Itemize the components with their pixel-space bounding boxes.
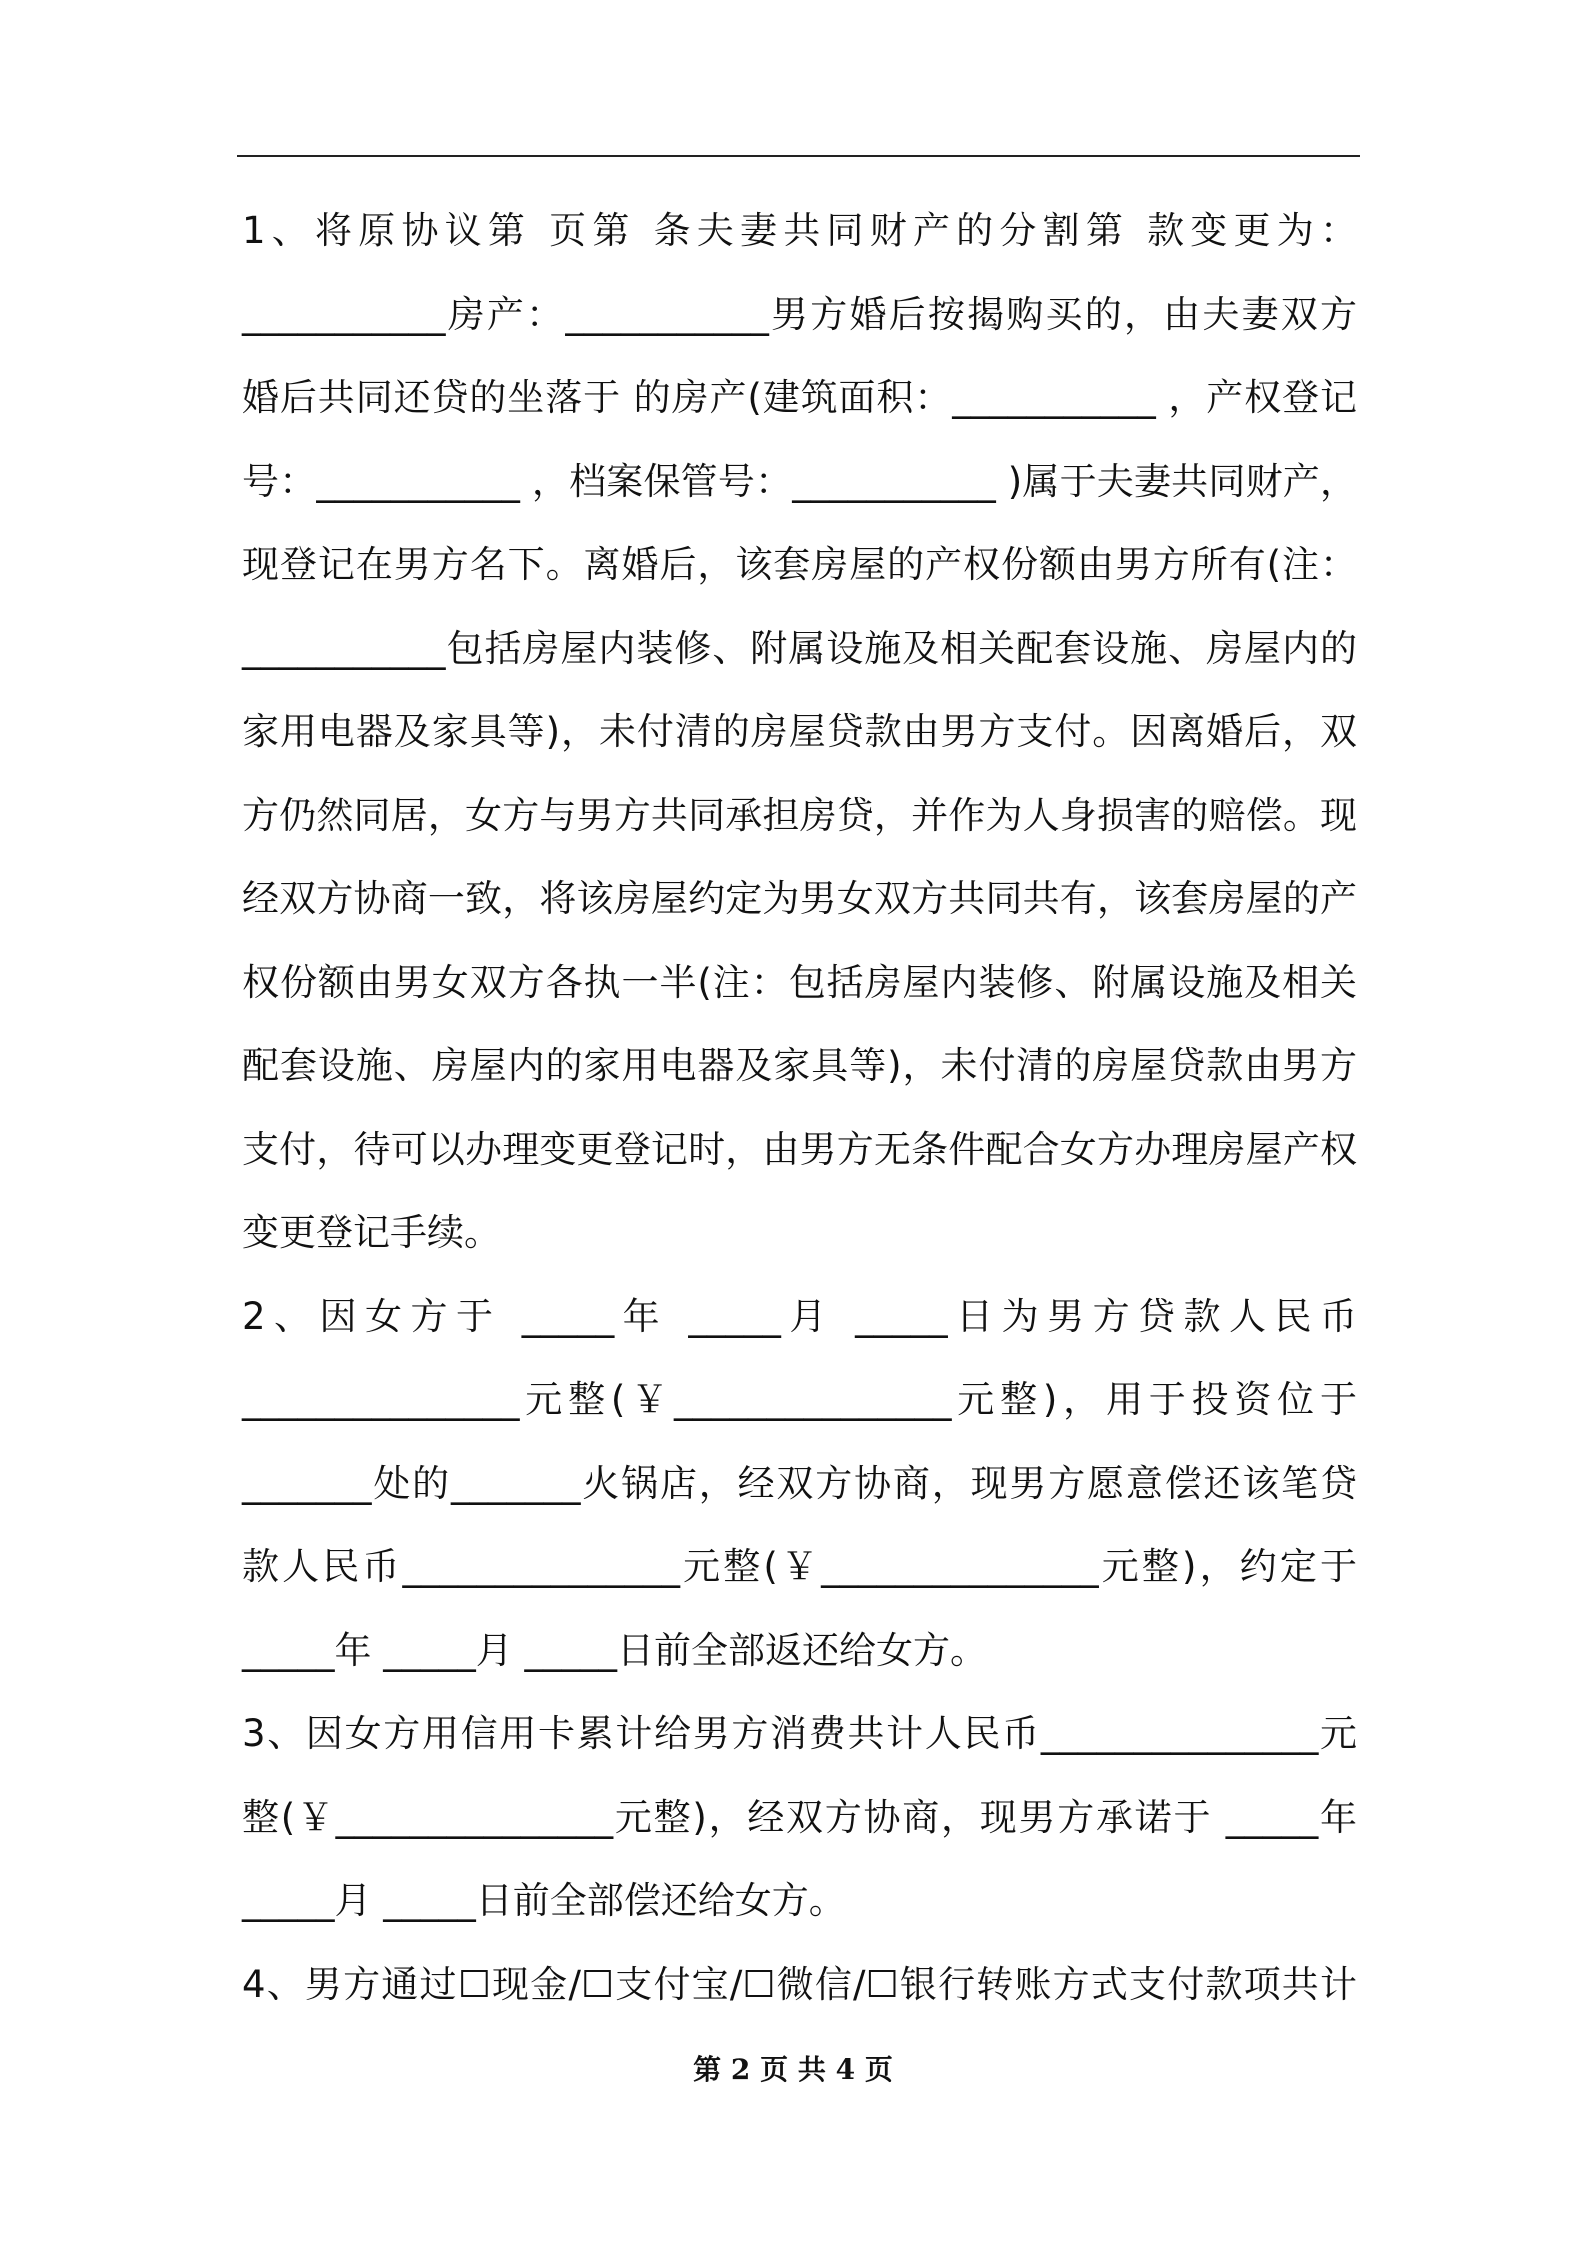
text-line-4: 号：___________ ，档案保管号：___________ )属于夫妻共同财产， [242, 460, 1357, 503]
text-line-16: _______处的_______火锅店，经双方协商，现男方愿意偿还该笔贷 [242, 1462, 1357, 1505]
text-line-3: 婚后共同还贷的坐落于 的房产(建筑面积：___________ ，产权登记 [242, 376, 1357, 419]
header-rule [237, 155, 1360, 157]
text-line-21: _____月 _____日前全部偿还给女方。 [242, 1879, 846, 1922]
text-line-2: ___________房产：___________男方婚后按揭购买的，由夫妻双方 [242, 293, 1357, 336]
text-line-1: 1、将原协议第 页第 条夫妻共同财产的分割第 款变更为： [242, 209, 1357, 252]
text-line-15: _______________元整(￥_______________元整)，用于投资位于 [242, 1378, 1357, 1421]
text-line-13: 变更登记手续。 [242, 1211, 501, 1254]
text-line-5: 现登记在男方名下。离婚后，该套房屋的产权份额由男方所有(注： [242, 543, 1357, 586]
text-line-14: 2、因女方于 _____年 _____月 _____日为男方贷款人民币 [242, 1295, 1357, 1338]
text-line-17: 款人民币_______________元整(￥_______________元整)，约定于 [242, 1545, 1357, 1588]
text-line-19: 3、因女方用信用卡累计给男方消费共计人民币_______________元 [242, 1712, 1357, 1755]
text-line-8: 方仍然同居，女方与男方共同承担房贷，并作为人身损害的赔偿。现 [242, 794, 1357, 837]
text-line-9: 经双方协商一致，将该房屋约定为男女双方共同共有，该套房屋的产 [242, 877, 1357, 920]
text-line-11: 配套设施、房屋内的家用电器及家具等)，未付清的房屋贷款由男方 [242, 1044, 1357, 1087]
text-line-10: 权份额由男女双方各执一半(注：包括房屋内装修、附属设施及相关 [242, 961, 1357, 1004]
page-number: 第 2 页 共 4 页 [693, 2053, 893, 2086]
text-line-18: _____年 _____月 _____日前全部返还给女方。 [242, 1629, 988, 1672]
text-line-6: ___________包括房屋内装修、附属设施及相关配套设施、房屋内的 [242, 627, 1357, 670]
text-line-12: 支付，待可以办理变更登记时，由男方无条件配合女方办理房屋产权 [242, 1128, 1357, 1171]
text-line-7: 家用电器及家具等)，未付清的房屋贷款由男方支付。因离婚后，双 [242, 710, 1357, 753]
text-line-22: 4、男方通过☐现金/☐支付宝/☐微信/☐银行转账方式支付款项共计 [242, 1963, 1357, 2006]
text-line-20: 整(￥_______________元整)，经双方协商，现男方承诺于 _____年 [242, 1796, 1357, 1839]
